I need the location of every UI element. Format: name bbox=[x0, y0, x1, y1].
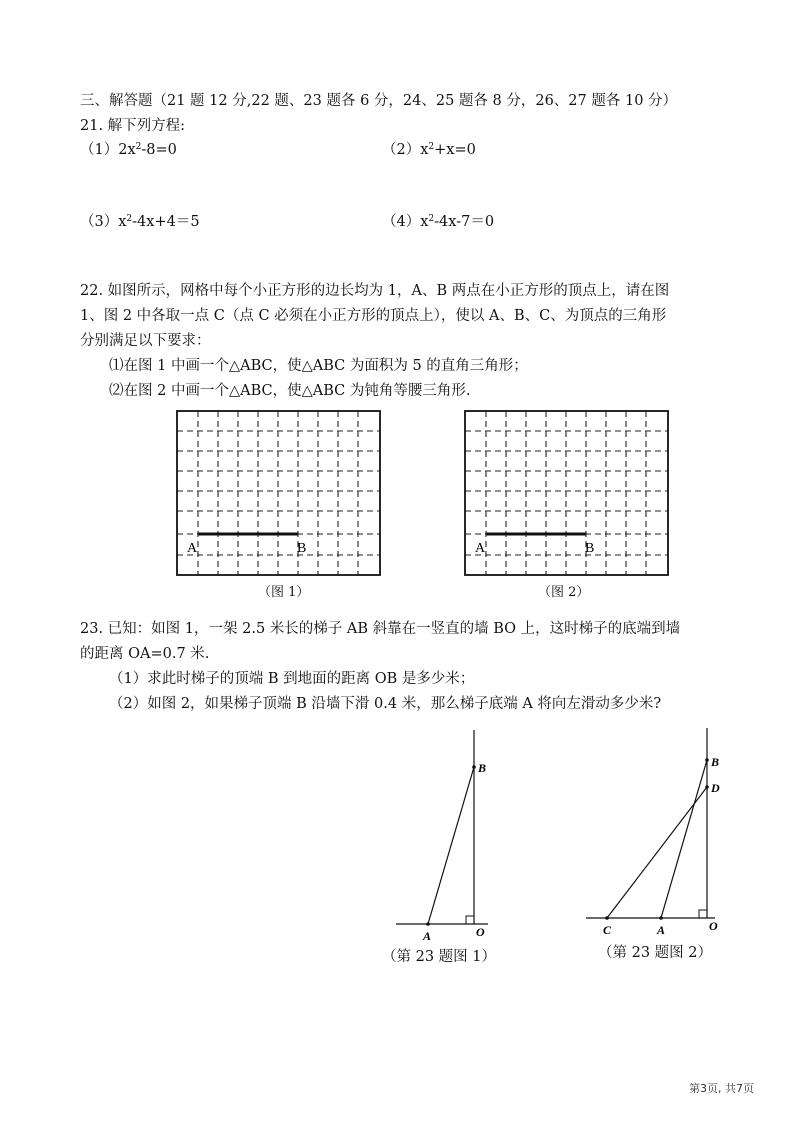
q23-part-2: （2）如图 2，如果梯子顶端 B 沿墙下滑 0.4 米，那么梯子底端 A 将向左滑动多少米? bbox=[109, 696, 662, 712]
point-a bbox=[659, 916, 663, 920]
q22-line-1: 22. 如图所示，网格中每个小正方形的边长均为 1，A、B 两点在小正方形的顶点上，请在图 bbox=[80, 283, 670, 299]
q22-line-3: 分别满足以下要求： bbox=[80, 333, 211, 349]
point-a-label: A bbox=[475, 541, 486, 556]
q23-figure-2-caption: （第 23 题图 2） bbox=[598, 945, 713, 961]
page-footer: 第3页, 共7页 bbox=[689, 1082, 754, 1095]
label-b: B bbox=[478, 761, 487, 775]
label-c: C bbox=[603, 923, 612, 937]
q21-title: 21. 解下列方程: bbox=[80, 118, 186, 134]
q23-line-1: 23. 已知：如图 1，一架 2.5 米长的梯子 AB 斜靠在一竖直的墙 BO 上，这时梯子的底端到墙 bbox=[80, 621, 681, 637]
q22-grid-figure-1 bbox=[176, 410, 382, 578]
ladder-cd bbox=[607, 787, 707, 918]
q22-figure-1-caption: （图 1） bbox=[258, 585, 310, 600]
q23-ladder-figure-2 bbox=[580, 722, 730, 942]
label-b: B bbox=[711, 755, 720, 769]
point-c bbox=[605, 916, 609, 920]
q22-grid-figure-2 bbox=[464, 410, 670, 578]
right-angle-mark bbox=[466, 916, 474, 924]
q22-requirement-2: ⑵在图 2 中画一个△ABC，使△ABC 为钝角等腰三角形. bbox=[109, 383, 471, 399]
label-o: O bbox=[476, 925, 485, 939]
q21-equation-3: $(3)x^2-4x+4=5$ bbox=[80, 214, 200, 230]
q22-line-2: 1、图 2 中各取一点 C（点 C 必须在小正方形的顶点上），使以 A、B、C、为顶点的三角形 bbox=[80, 308, 667, 324]
q23-line-2: 的距离 OA=0.7 米. bbox=[80, 646, 210, 662]
q21-equation-2: $(2)x^2+x=0$ bbox=[382, 142, 476, 158]
point-b-label: B bbox=[297, 541, 307, 556]
section-header: 三、解答题（21 题 12 分,22 题、23 题各 6 分，24、25 题各 8 分，26、27 题各 10 分） bbox=[80, 93, 678, 109]
label-a: A bbox=[423, 929, 432, 943]
point-b bbox=[472, 765, 476, 769]
label-d: D bbox=[711, 781, 720, 795]
point-a-label: A bbox=[187, 541, 198, 556]
right-angle-mark bbox=[699, 910, 707, 918]
label-o: O bbox=[709, 919, 718, 933]
q23-part-1: （1）求此时梯子的顶端 B 到地面的距离 OB 是多少米； bbox=[109, 671, 475, 687]
ladder-ab bbox=[428, 767, 474, 924]
point-a bbox=[426, 922, 430, 926]
q22-figure-2-caption: （图 2） bbox=[538, 585, 590, 600]
point-b bbox=[705, 758, 709, 762]
q21-equation-1: $(1)2x^2-8=0$ bbox=[80, 142, 177, 158]
label-a: A bbox=[657, 923, 666, 937]
point-d bbox=[705, 785, 709, 789]
point-b-label: B bbox=[585, 541, 595, 556]
q22-requirement-1: ⑴在图 1 中画一个△ABC，使△ABC 为面积为 5 的直角三角形； bbox=[109, 358, 528, 374]
q21-equation-4: $(4)x^2-4x-7=0$ bbox=[382, 214, 495, 230]
q23-figure-1-caption: （第 23 题图 1） bbox=[382, 949, 497, 965]
q23-ladder-figure-1 bbox=[390, 722, 510, 944]
